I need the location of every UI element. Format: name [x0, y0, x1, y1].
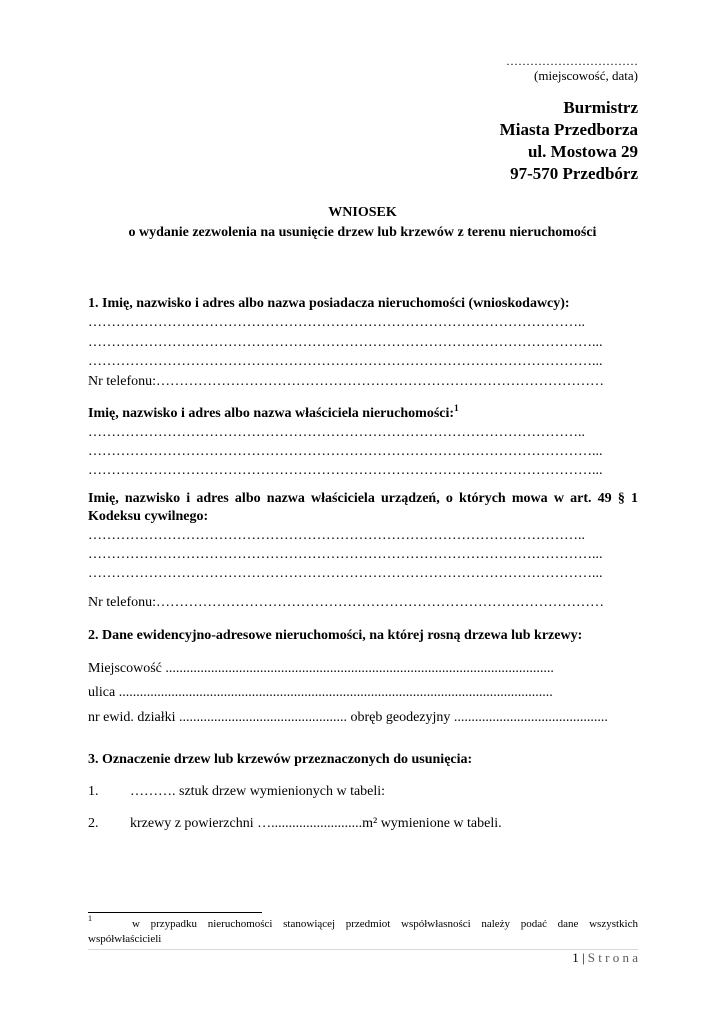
device-owner-field-line[interactable]: ………………………………………………………………………………………………...	[88, 547, 603, 562]
owner-field-line[interactable]: ……………………………………………………………………………………………..	[88, 425, 585, 440]
owner-heading-text: Imię, nazwisko i adres albo nazwa właściciela nieruchomości:	[88, 406, 455, 421]
locality-field[interactable]: Miejscowość ...............................................................................................................	[88, 661, 554, 676]
recipient-line: Burmistrz	[563, 98, 638, 117]
footnote-text-cont: współwłaścicieli	[88, 933, 162, 945]
footer-separator: |	[581, 950, 585, 965]
street-field[interactable]: ulica ............................................................................................................................	[88, 685, 553, 700]
trees-count-field[interactable]: ………. sztuk drzew wymienionych w tabeli:	[130, 784, 386, 799]
section1-heading: 1. Imię, nazwisko i adres albo nazwa posiadacza nieruchomości (wnioskodawcy):	[88, 296, 570, 311]
page-footer	[572, 950, 638, 966]
owner-field-line[interactable]: ………………………………………………………………………………………………...	[88, 463, 603, 478]
applicant-field-line[interactable]: ………………………………………………………………………………………………...	[88, 354, 603, 369]
footnote-ref: 1	[454, 403, 459, 413]
footnote-number: 1	[88, 914, 92, 923]
owner-heading	[88, 403, 459, 422]
recipient-block	[500, 97, 638, 185]
date-placeholder: ……………………………	[506, 54, 638, 68]
section3-heading: 3. Oznaczenie drzew lub krzewów przeznaczonych do usunięcia:	[88, 752, 473, 767]
parcel-field[interactable]: nr ewid. działki ................................................ obręb geodezyjny ............................................	[88, 710, 608, 725]
device-owner-heading: Imię, nazwisko i adres albo nazwa właściciela urządzeń, o których mowa w art. 49 § 1	[88, 491, 638, 506]
applicant-field-line[interactable]: ……………………………………………………………………………………………..	[88, 315, 585, 330]
owner-field-line[interactable]: ………………………………………………………………………………………………...	[88, 444, 603, 459]
section2-heading: 2. Dane ewidencyjno-adresowe nieruchomości, na której rosną drzewa lub krzewy:	[88, 628, 583, 643]
device-owner-heading-cont: Kodeksu cywilnego:	[88, 509, 209, 524]
footer-rule	[88, 949, 638, 950]
footnote-text: w przypadku nieruchomości stanowiącej przedmiot współwłasności należy podać dane wszystkich	[132, 918, 638, 930]
page-label: S t r o n a	[587, 950, 638, 965]
page-number: 1	[572, 950, 579, 965]
applicant-field-line[interactable]: ………………………………………………………………………………………………...	[88, 335, 603, 350]
applicant-phone-field[interactable]: Nr telefonu:……………………………………………………………………………………	[88, 374, 605, 389]
device-owner-field-line[interactable]: ………………………………………………………………………………………………...	[88, 566, 603, 581]
recipient-line: 97-570 Przedbórz	[510, 164, 638, 183]
document-title: WNIOSEK	[328, 205, 397, 220]
footnote-separator	[88, 912, 262, 913]
device-owner-phone-field[interactable]: Nr telefonu:……………………………………………………………………………………	[88, 595, 605, 610]
shrubs-area-field[interactable]: krzewy z powierzchni …..........................m² wymienione w tabeli.	[130, 816, 502, 831]
item-number: 2.	[88, 816, 99, 831]
device-owner-field-line[interactable]: ……………………………………………………………………………………………..	[88, 528, 585, 543]
date-caption: (miejscowość, data)	[534, 68, 638, 83]
document-subtitle: o wydanie zezwolenia na usunięcie drzew lub krzewów z terenu nieruchomości	[128, 225, 597, 240]
recipient-line: ul. Mostowa 29	[527, 142, 638, 161]
recipient-line: Miasta Przedborza	[499, 120, 638, 139]
item-number: 1.	[88, 784, 99, 799]
